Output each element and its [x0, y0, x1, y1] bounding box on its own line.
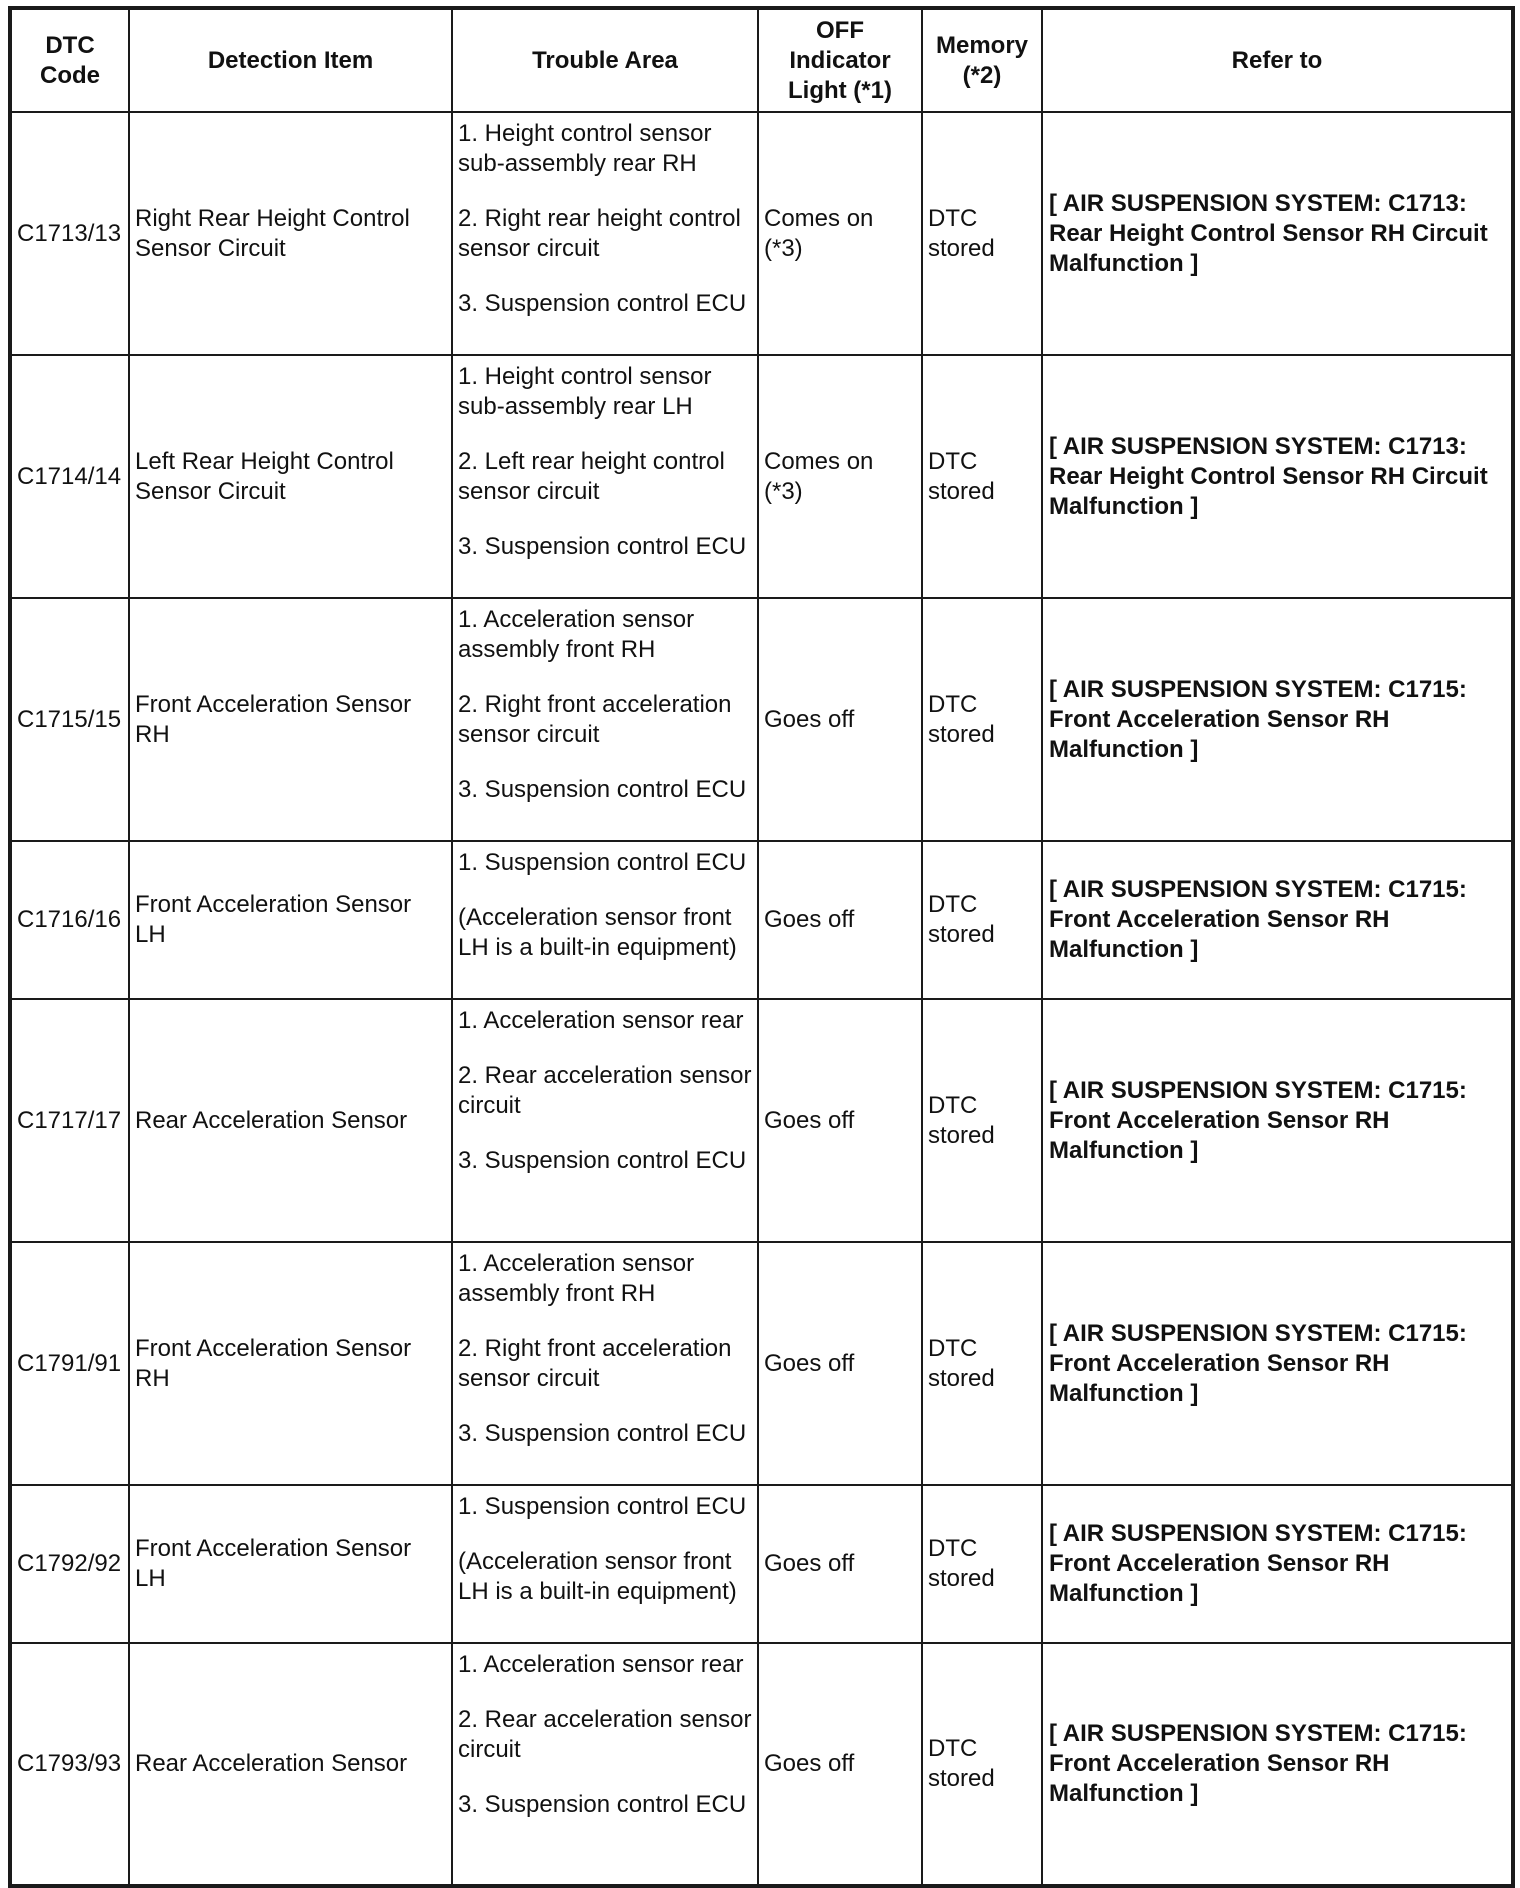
off-indicator-cell: Goes off [758, 999, 922, 1242]
dtc-code-cell: C1715/15 [10, 598, 129, 841]
refer-to-cell: [ AIR SUSPENSION SYSTEM: C1715: Front Acceleration Sensor RH Malfunction ] [1042, 1485, 1513, 1643]
detection-item-cell: Rear Acceleration Sensor [129, 999, 452, 1242]
header-detection-item: Detection Item [129, 8, 452, 112]
refer-to-cell: [ AIR SUSPENSION SYSTEM: C1715: Front Acceleration Sensor RH Malfunction ] [1042, 841, 1513, 999]
trouble-area-item: 3. Suspension control ECU [458, 533, 747, 560]
dtc-code-cell: C1714/14 [10, 355, 129, 598]
off-indicator-cell: Goes off [758, 598, 922, 841]
refer-to-cell: [ AIR SUSPENSION SYSTEM: C1715: Front Acceleration Sensor RH Malfunction ] [1042, 598, 1513, 841]
trouble-area-item: 1. Acceleration sensor rear [458, 1651, 744, 1678]
trouble-area-item: 2. Right front acceleration sensor circuit [458, 691, 732, 748]
memory-cell: DTC stored [922, 1643, 1042, 1886]
trouble-area-cell [452, 598, 758, 841]
trouble-area-cell [452, 112, 758, 355]
dtc-code-cell: C1792/92 [10, 1485, 129, 1643]
table-row [10, 112, 1513, 355]
header-trouble-area: Trouble Area [452, 8, 758, 112]
off-indicator-cell: Comes on (*3) [758, 355, 922, 598]
trouble-area-item: 1. Height control sensor sub-assembly rear LH [458, 363, 712, 420]
table-row [10, 598, 1513, 841]
trouble-area-cell [452, 841, 758, 999]
trouble-area-item: 3. Suspension control ECU [458, 1420, 747, 1447]
off-indicator-cell: Comes on (*3) [758, 112, 922, 355]
trouble-area-item: (Acceleration sensor front LH is a built-in equipment) [458, 904, 737, 961]
trouble-area-cell [452, 1485, 758, 1643]
memory-cell: DTC stored [922, 999, 1042, 1242]
refer-to-cell: [ AIR SUSPENSION SYSTEM: C1713: Rear Height Control Sensor RH Circuit Malfunction ] [1042, 355, 1513, 598]
detection-item-cell: Front Acceleration Sensor RH [129, 598, 452, 841]
trouble-area-item: 2. Right front acceleration sensor circuit [458, 1335, 732, 1392]
trouble-area-item: 3. Suspension control ECU [458, 1147, 747, 1174]
dtc-code-cell: C1793/93 [10, 1643, 129, 1886]
memory-cell: DTC stored [922, 1242, 1042, 1485]
trouble-area-item: 2. Right rear height control sensor circuit [458, 205, 741, 262]
trouble-area-item: 3. Suspension control ECU [458, 776, 747, 803]
detection-item-cell: Right Rear Height Control Sensor Circuit [129, 112, 452, 355]
refer-to-cell: [ AIR SUSPENSION SYSTEM: C1715: Front Acceleration Sensor RH Malfunction ] [1042, 1643, 1513, 1886]
detection-item-cell: Front Acceleration Sensor LH [129, 1485, 452, 1643]
off-indicator-cell: Goes off [758, 1485, 922, 1643]
trouble-area-cell [452, 999, 758, 1242]
table-row [10, 841, 1513, 999]
detection-item-cell: Left Rear Height Control Sensor Circuit [129, 355, 452, 598]
dtc-code-cell: C1791/91 [10, 1242, 129, 1485]
header-dtc-code: DTC Code [10, 8, 129, 112]
dtc-code-cell: C1717/17 [10, 999, 129, 1242]
trouble-area-item: 1. Suspension control ECU [458, 1493, 747, 1520]
table-row [10, 1643, 1513, 1886]
header-refer-to: Refer to [1042, 8, 1513, 112]
memory-cell: DTC stored [922, 841, 1042, 999]
dtc-code-cell: C1716/16 [10, 841, 129, 999]
trouble-area-item: 1. Suspension control ECU [458, 849, 747, 876]
refer-to-cell: [ AIR SUSPENSION SYSTEM: C1713: Rear Height Control Sensor RH Circuit Malfunction ] [1042, 112, 1513, 355]
trouble-area-item: 1. Acceleration sensor rear [458, 1007, 744, 1034]
table-row [10, 355, 1513, 598]
trouble-area-cell [452, 1643, 758, 1886]
off-indicator-cell: Goes off [758, 1643, 922, 1886]
trouble-area-item: 2. Left rear height control sensor circuit [458, 448, 725, 505]
trouble-area-item: 2. Rear acceleration sensor circuit [458, 1706, 752, 1763]
trouble-area-item: 3. Suspension control ECU [458, 1791, 747, 1818]
trouble-area-item: 1. Acceleration sensor assembly front RH [458, 606, 695, 663]
header-row [10, 8, 1513, 112]
memory-cell: DTC stored [922, 1485, 1042, 1643]
table-row [10, 1242, 1513, 1485]
trouble-area-item: 1. Height control sensor sub-assembly rear RH [458, 120, 712, 177]
dtc-table [8, 6, 1515, 1888]
header-off-indicator-light: OFF Indicator Light (*1) [758, 8, 922, 112]
trouble-area-item: 1. Acceleration sensor assembly front RH [458, 1250, 695, 1307]
detection-item-cell: Front Acceleration Sensor RH [129, 1242, 452, 1485]
memory-cell: DTC stored [922, 112, 1042, 355]
trouble-area-item: 2. Rear acceleration sensor circuit [458, 1062, 752, 1119]
refer-to-cell: [ AIR SUSPENSION SYSTEM: C1715: Front Acceleration Sensor RH Malfunction ] [1042, 1242, 1513, 1485]
refer-to-cell: [ AIR SUSPENSION SYSTEM: C1715: Front Acceleration Sensor RH Malfunction ] [1042, 999, 1513, 1242]
dtc-code-cell: C1713/13 [10, 112, 129, 355]
detection-item-cell: Rear Acceleration Sensor [129, 1643, 452, 1886]
memory-cell: DTC stored [922, 355, 1042, 598]
trouble-area-cell [452, 355, 758, 598]
trouble-area-cell [452, 1242, 758, 1485]
memory-cell: DTC stored [922, 598, 1042, 841]
detection-item-cell: Front Acceleration Sensor LH [129, 841, 452, 999]
off-indicator-cell: Goes off [758, 841, 922, 999]
trouble-area-item: (Acceleration sensor front LH is a built-in equipment) [458, 1548, 737, 1605]
table-row [10, 999, 1513, 1242]
header-memory: Memory (*2) [922, 8, 1042, 112]
trouble-area-item: 3. Suspension control ECU [458, 290, 747, 317]
off-indicator-cell: Goes off [758, 1242, 922, 1485]
table-row [10, 1485, 1513, 1643]
